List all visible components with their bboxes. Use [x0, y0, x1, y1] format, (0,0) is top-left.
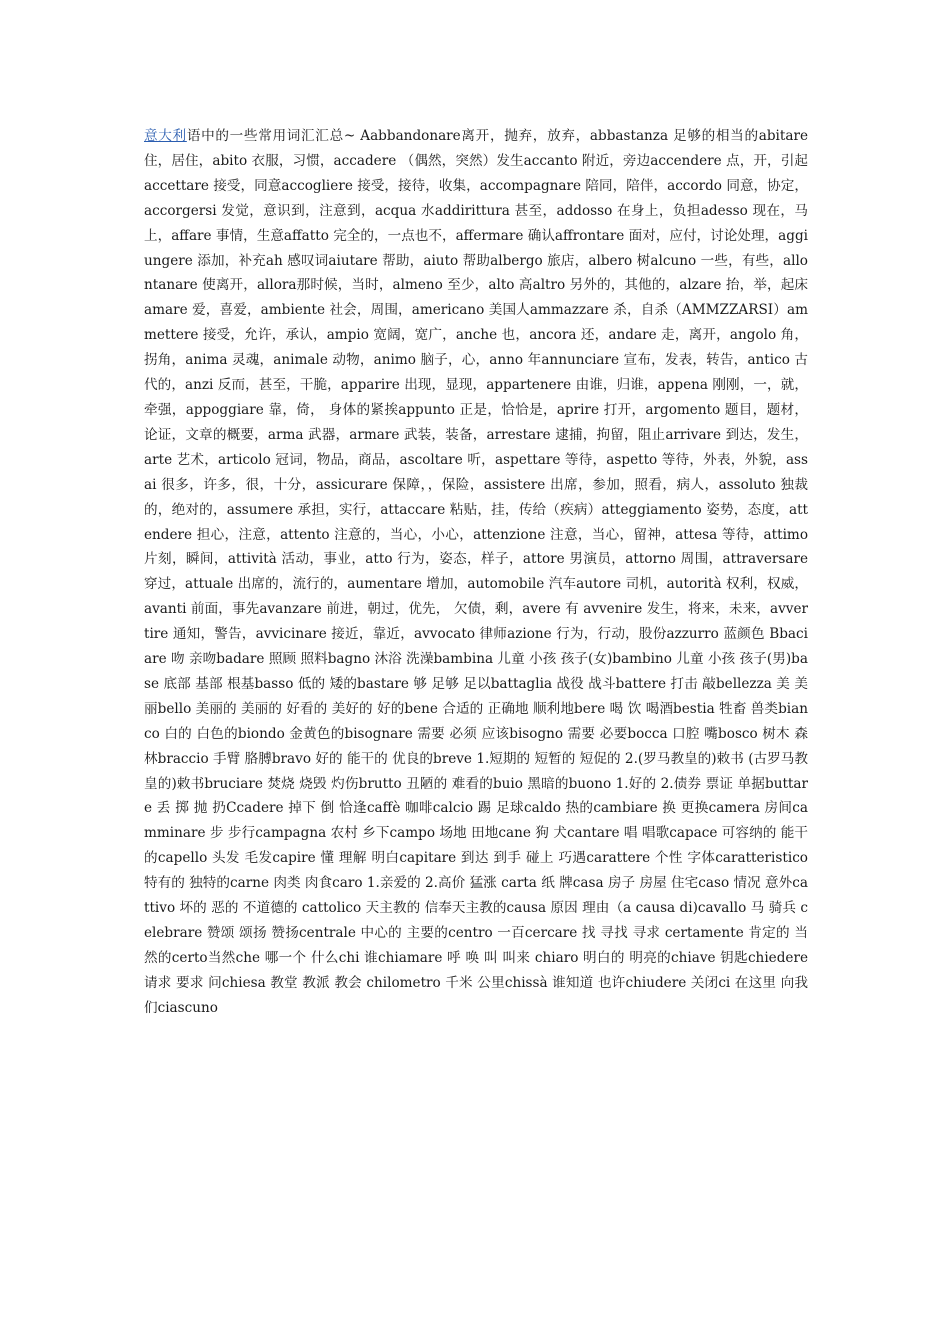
- italy-link[interactable]: 意大利: [144, 128, 187, 144]
- vocabulary-text: 语中的一些常用词汇汇总~ Aabbandonare离开，抛弃，放弃，abbastanza 足够的相当的abitare 住，居住，abito 衣服，习惯，accadere （偶然，突然）发生accanto 附近，旁边accendere 点，开，引起accettare 接受，同意accogliere 接受，接待，收集，accompagnare 陪同，陪伴，accordo 同意，协定，accorgersi 发觉，意识到，注意到，acqua 水addirittura 甚至，addosso 在身上，负担adesso 现在，马上，affare 事情，生意affatto 完全的，一点也不，affermare 确认affrontare 面对，应付，讨论处理，aggiungere 添加，补充ah 感叹词aiutare 帮助，aiuto 帮助albergo 旅店，albero 树alcuno 一些，有些，allontanare 使离开，allora那时候，当时，almeno 至少，alto 高altro 另外的，其他的，alzare 抬，举，起床amare 爱，喜爱，ambiente 社会，周围，americano 美国人ammazzare 杀，自杀（AMMZZARSI）ammettere 接受，允许，承认，ampio 宽阔，宽广，anche 也，ancora 还，andare 走，离开，angolo 角，拐角，anima 灵魂，animale 动物，animo 脑子，心，anno 年annunciare 宣布，发表，转告，antico 古代的，anzi 反而，甚至，干脆，apparire 出现，显现，appartenere 由谁，归谁，appena 刚刚，一，就， 牵强，appoggiare 靠，倚， 身体的紧挨appunto 正是，恰恰是，aprire 打开，argomento 题目，题材，论证，文章的概要，arma 武器，armare 武装，装备，arrestare 逮捕，拘留，阻止arrivare 到达，发生，arte 艺术，articolo 冠词，物品，商品，ascoltare 听，aspettare 等待，aspetto 等待，外表，外貌，assai 很多，许多，很，十分，assicurare 保障，，保险，assistere 出席，参加，照看，病人，assoluto 独裁的，绝对的，assumere 承担，实行，attaccare 粘贴，挂，传给（疾病）atteggiamento 姿势，态度，attendere 担心，注意，attento 注意的，当心，小心，attenzione 注意，当心，留神，attesa 等待，attimo 片刻，瞬间，attività 活动，事业，atto 行为，姿态，样子，attore 男演员，attorno 周围，attraversare 穿过，attuale 出席的，流行的，aumentare 增加，automobile 汽车autore 司机，autorità 权利，权威，avanti 前面，事先avanzare 前进，朝过，优先， 欠债，剩，avere 有 avvenire 发生，将来，未来，avvertire 通知，警告，avvicinare 接近，靠近，avvocato 律师azione 行为，行动，股份azzurro 蓝颜色 Bbaciare 吻 亲吻badare 照顾 照料bagno 沐浴 洗澡bambina 儿童 小孩 孩子(女)bambino 儿童 小孩 孩子(男)base 底部 基部 根基basso 低的 矮的bastare 够 足够 足以battaglia 战役 战斗battere 打击 敲bellezza 美 美 丽bello 美丽的 美丽的 好看的 美好的 好的bene 合适的 正确地 顺利地bere 喝 饮 喝酒bestia 牲畜 兽类bianco 白的 白色的biondo 金黄色的bisognare 需要 必须 应该bisogno 需要 必要bocca 口腔 嘴bosco 树木 森林braccio 手臂 胳膊bravo 好的 能干的 优良的breve 1.短期的 短暂的 短促的 2.(罗马教皇的)敕书 (古罗马教皇的)敕书bruciare 焚烧 烧毁 灼伤brutto 丑陋的 难看的buio 黑暗的buono 1.好的 2.债券 票证 单据buttare 丢 掷 抛 扔Ccadere 掉下 倒 恰逢caffè 咖啡calcio 踢 足球caldo 热的cambiare 换 更换camera 房间camminare 步 步行campagna 农村 乡下campo 场地 田地cane 狗 犬cantare 唱 唱歌capace 可容纳的 能干的capello 头发 毛发capire 懂 理解 明白capitare 到达 到手 碰上 巧遇carattere 个性 字体caratteristico 特有的 独特的carne 肉类 肉食caro 1.亲爱的 2.高价 猛涨 carta 纸 牌casa 房子 房屋 住宅caso 情况 意外cattivo 坏的 恶的 不道德的 cattolico 天主教的 信奉天主教的causa 原因 理由（a causa di)cavallo 马 骑兵 celebrare 赞颂 颂扬 赞扬centrale 中心的 主要的centro 一百cercare 找 寻找 寻求 certamente 肯定的 当然的certo当然che 哪一个 什么chi 谁chiamare 呼 唤 叫 叫来 chiaro 明白的 明亮的chiave 钥匙chiedere 请求 要求 问chiesa 教堂 教派 教会 chilometro 千米 公里chissà 谁知道 也许chiudere 关闭ci 在这里 向我们ciascuno: [144, 128, 808, 1016]
- vocabulary-paragraph: [144, 124, 808, 1021]
